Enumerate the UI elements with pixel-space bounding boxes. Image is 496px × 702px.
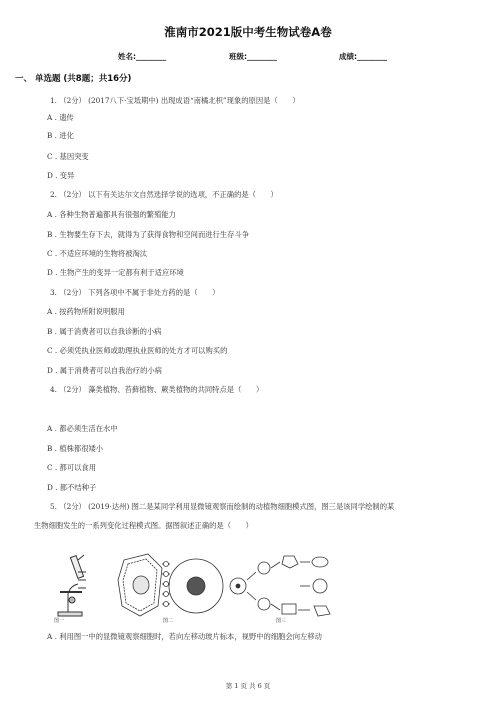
question-4: 4. （2分） 藻类植物、苔藓植物、蕨类植物的共同特点是（ ） (50, 385, 264, 394)
question-1-option-b: B . 进化 (47, 131, 74, 140)
figure-2-label: 图二 (163, 618, 174, 624)
question-5-option-a: A . 利用图一中的显微镜观察细胞时，若向左移动玻片标本，视野中的细胞会向左移动 (47, 632, 322, 641)
question-2-option-d: D . 生物产生的变异一定都有利于适应环境 (47, 268, 184, 277)
plant-animal-cells-illustration (118, 554, 223, 616)
question-3: 3. （2分） 下列各项中不属于非处方药的是（ ） (50, 288, 220, 297)
figure-3-label: 图三 (276, 618, 287, 624)
exam-title: 淮南市2021版中考生物试卷A卷 (164, 25, 332, 39)
question-4-option-d: D . 都不结种子 (47, 483, 97, 492)
class-field: 班级:________ (229, 52, 277, 61)
question-1-option-c: C . 基因突变 (47, 152, 89, 161)
cell-change-process-illustration (230, 556, 330, 616)
question-3-option-b: B . 属于消费者可以自我诊断的小病 (47, 327, 162, 336)
question-1-option-a: A . 遗传 (47, 113, 74, 122)
section-heading: 一、 单选题 (共8题；共16分) (15, 74, 132, 84)
question-1-option-d: D . 变异 (47, 171, 75, 180)
score-field: 成绩:________ (339, 52, 387, 61)
cell-figure (44, 550, 344, 624)
question-4-option-a: A . 都必须生活在水中 (47, 424, 118, 433)
question-1: 1. （2分） (2017八下·宝坻期中) 出现成语“南橘北枳”现象的原因是（ ） (50, 96, 300, 105)
question-2-option-c: C . 不适应环境的生物将被淘汰 (47, 249, 148, 258)
question-4-option-b: B . 植株都很矮小 (47, 444, 104, 453)
question-5-line-2: 生物细胞发生的一系列变化过程模式图。据图叙述正确的是（ ） (34, 521, 253, 530)
question-3-option-d: D . 属于消费者可以自我治疗的小病 (47, 366, 162, 375)
name-field: 姓名:________ (118, 52, 166, 61)
question-3-option-c: C . 必须凭执业医师或助理执业医师的处方才可以购买的 (47, 346, 228, 355)
question-2-option-a: A . 各种生物普遍都具有很强的繁殖能力 (47, 210, 176, 219)
question-2: 2. （2分） 以下有关达尔文自然选择学说的选项，不正确的是（ ） (50, 190, 278, 199)
question-4-option-c: C . 都可以食用 (47, 463, 97, 472)
figure-1-label: 图一 (54, 618, 65, 624)
question-3-option-a: A . 按药物所附说明服用 (47, 307, 125, 316)
microscope-illustration (58, 555, 86, 616)
question-2-option-b: B . 生物要生存下去，就得为了获得食物和空间而进行生存斗争 (47, 230, 250, 239)
page-footer: 第 1 页 共 6 页 (225, 682, 271, 690)
question-5-line-1: 5. （2分） (2019·达州) 图二是某同学利用显微镜观察而绘制的动植物细胞模式图，图三是该同学绘制的某 (50, 502, 395, 511)
